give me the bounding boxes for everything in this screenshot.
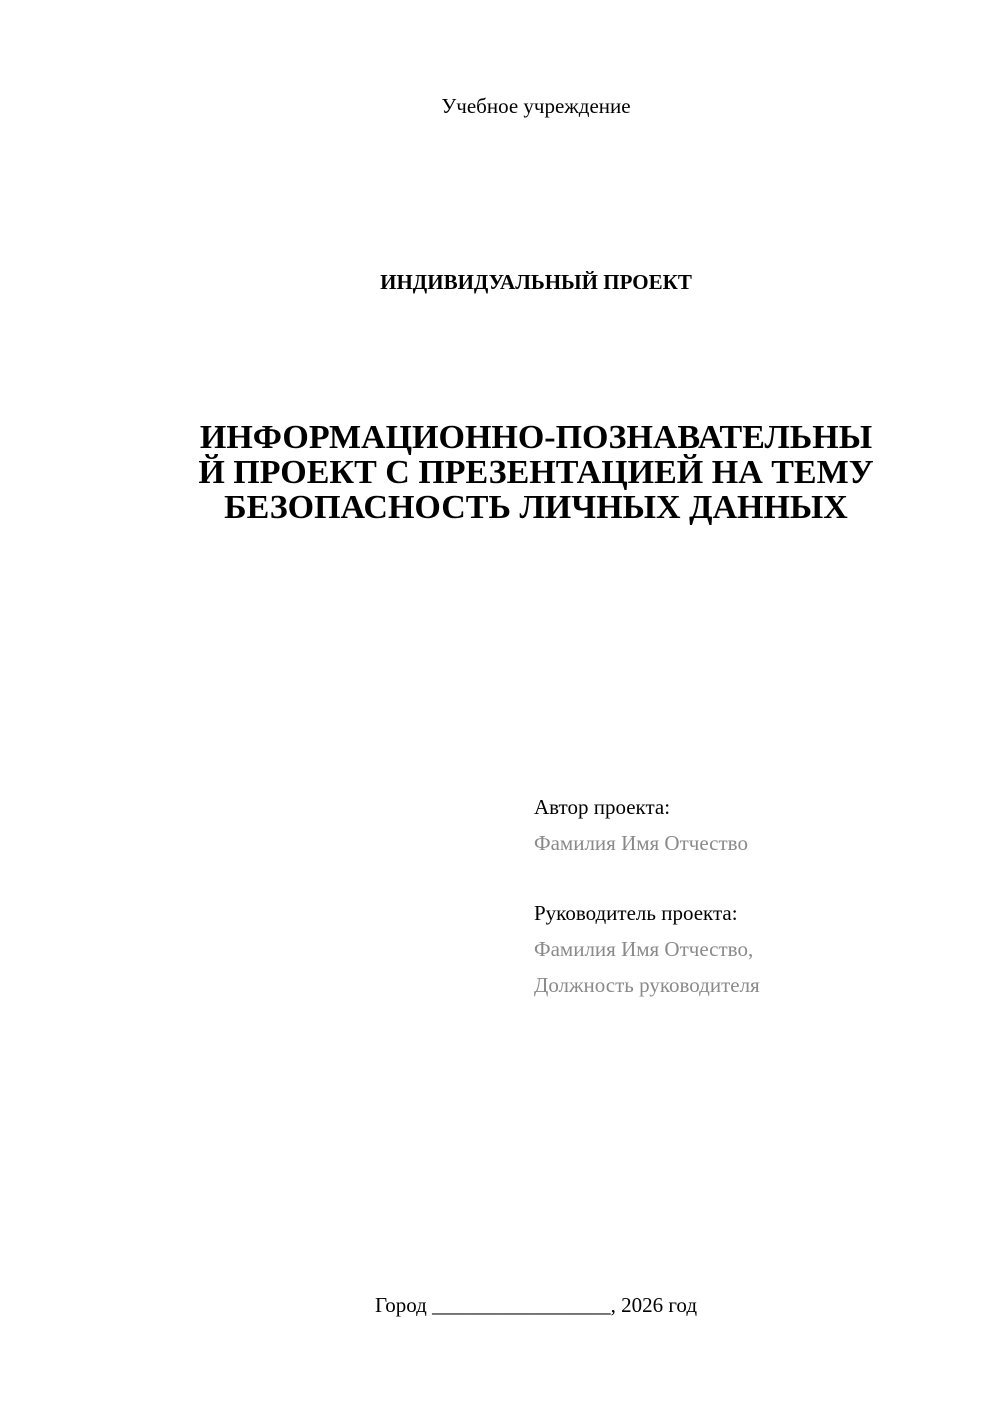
- project-title: [150, 420, 922, 525]
- project-credits: [534, 789, 760, 1003]
- supervisor-label: Руководитель проекта:: [534, 901, 738, 925]
- author-name: Фамилия Имя Отчество: [534, 831, 748, 855]
- city-year-line: Город _________________, 2026 год: [374, 1293, 698, 1317]
- author-label: Автор проекта:: [534, 795, 671, 819]
- project-title-line: ИНФОРМАЦИОННО-ПОЗНАВАТЕЛЬНЫ: [199, 419, 873, 456]
- project-title-line: БЕЗОПАСНОСТЬ ЛИЧНЫХ ДАННЫХ: [224, 489, 848, 526]
- project-title-line: Й ПРОЕКТ С ПРЕЗЕНТАЦИЕЙ НА ТЕМУ: [198, 454, 874, 491]
- supervisor-position: Должность руководителя: [534, 973, 760, 997]
- supervisor-name: Фамилия Имя Отчество,: [534, 937, 754, 961]
- credits-spacer: [534, 861, 760, 895]
- project-type-heading: ИНДИВИДУАЛЬНЫЙ ПРОЕКТ: [380, 270, 692, 294]
- institution-name: Учебное учреждение: [441, 94, 631, 118]
